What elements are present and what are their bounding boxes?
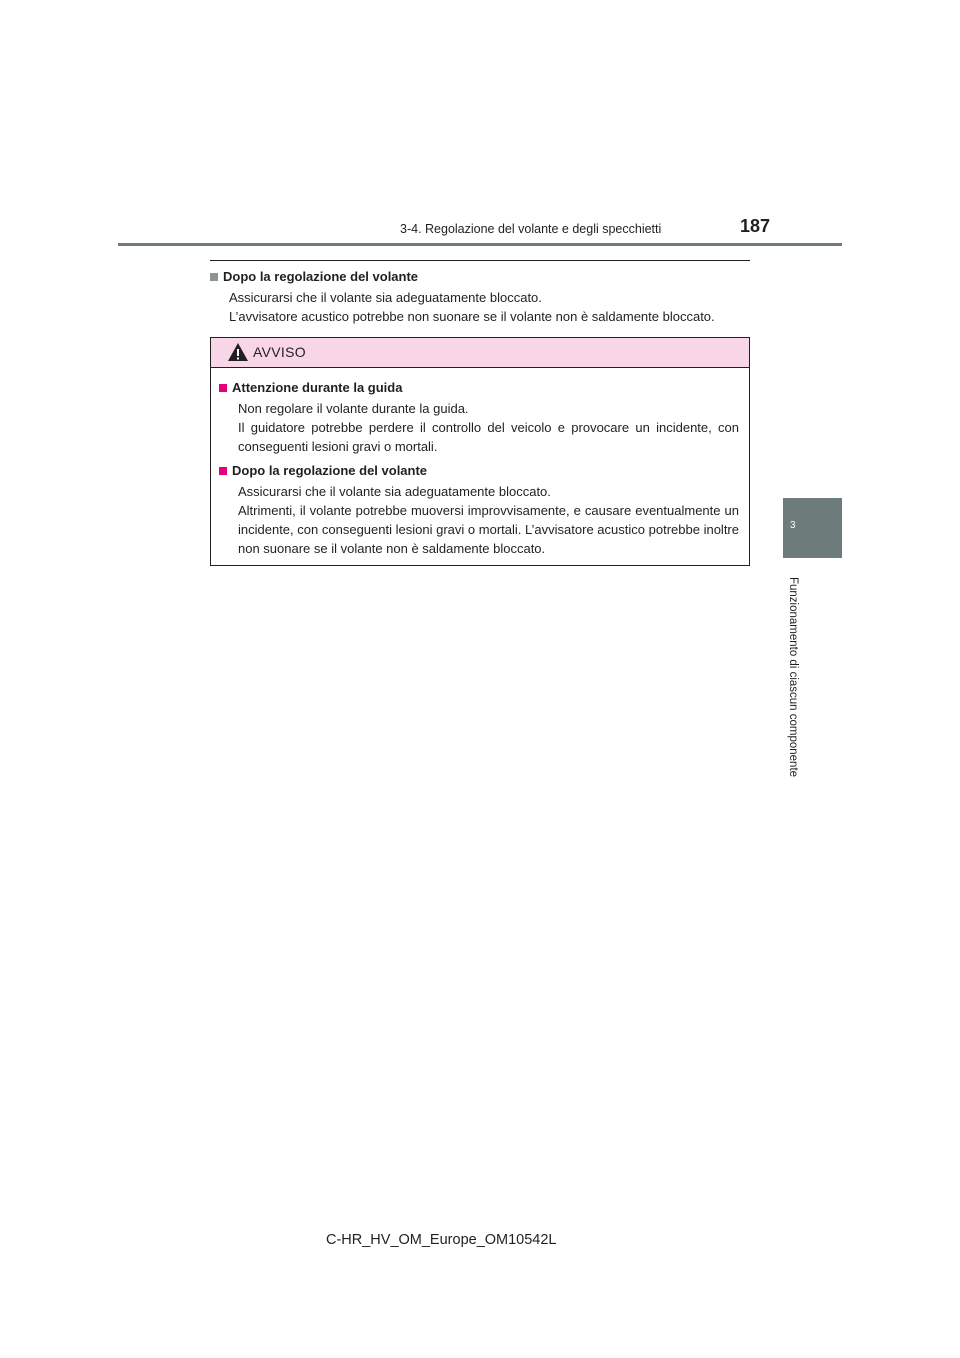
note-body [229,288,750,326]
warning-item [219,462,739,558]
warning-line: Il guidatore potrebbe perdere il controllo del veicolo e provocare un incidente, con conseguenti lesioni gravi o mortali. [238,420,739,454]
warning-line: Altrimenti, il volante potrebbe muoversi improvvisamente, e causare eventualmente un incidente, con conseguenti lesioni gravi o mortali. L’avvisatore acustico potrebbe inoltre non suonare se il volante non è saldamente bloccato. [238,503,739,556]
warning-triangle-icon [227,342,249,362]
footer-code: C-HR_HV_OM_Europe_OM10542L [326,1232,557,1248]
warning-line: Assicurarsi che il volante sia adeguatamente bloccato. [238,484,551,499]
warning-content [211,368,749,558]
section-title: 3-4. Regolazione del volante e degli specchietti [400,222,662,236]
page-header [0,0,960,250]
warning-item-heading [219,379,739,397]
warning-box [210,337,750,566]
chapter-tab [783,498,842,558]
warning-item-body [238,399,739,456]
content-rule [210,260,750,261]
note-line: L’avvisatore acustico potrebbe non suonare se il volante non è saldamente bloccato. [229,309,715,324]
warning-item-heading-text: Attenzione durante la guida [232,380,403,395]
note-heading [210,268,750,286]
warning-header [211,338,749,368]
chapter-number: 3 [790,520,796,531]
chapter-side-text: Funzionamento di ciascun componente [787,576,799,778]
square-bullet-icon [210,273,218,281]
warning-item-heading-text: Dopo la regolazione del volante [232,463,428,478]
note-section [210,268,750,326]
warning-line: Non regolare il volante durante la guida. [238,401,469,416]
warning-title: AVVISO [253,344,306,360]
warning-item-heading [219,462,739,480]
square-bullet-icon [219,467,227,475]
warning-item [219,379,739,456]
note-heading-text: Dopo la regolazione del volante [223,269,419,284]
header-rule [118,243,842,246]
note-line: Assicurarsi che il volante sia adeguatamente bloccato. [229,290,542,305]
warning-item-body [238,482,739,558]
page-number: 187 [740,216,771,236]
square-bullet-icon [219,384,227,392]
